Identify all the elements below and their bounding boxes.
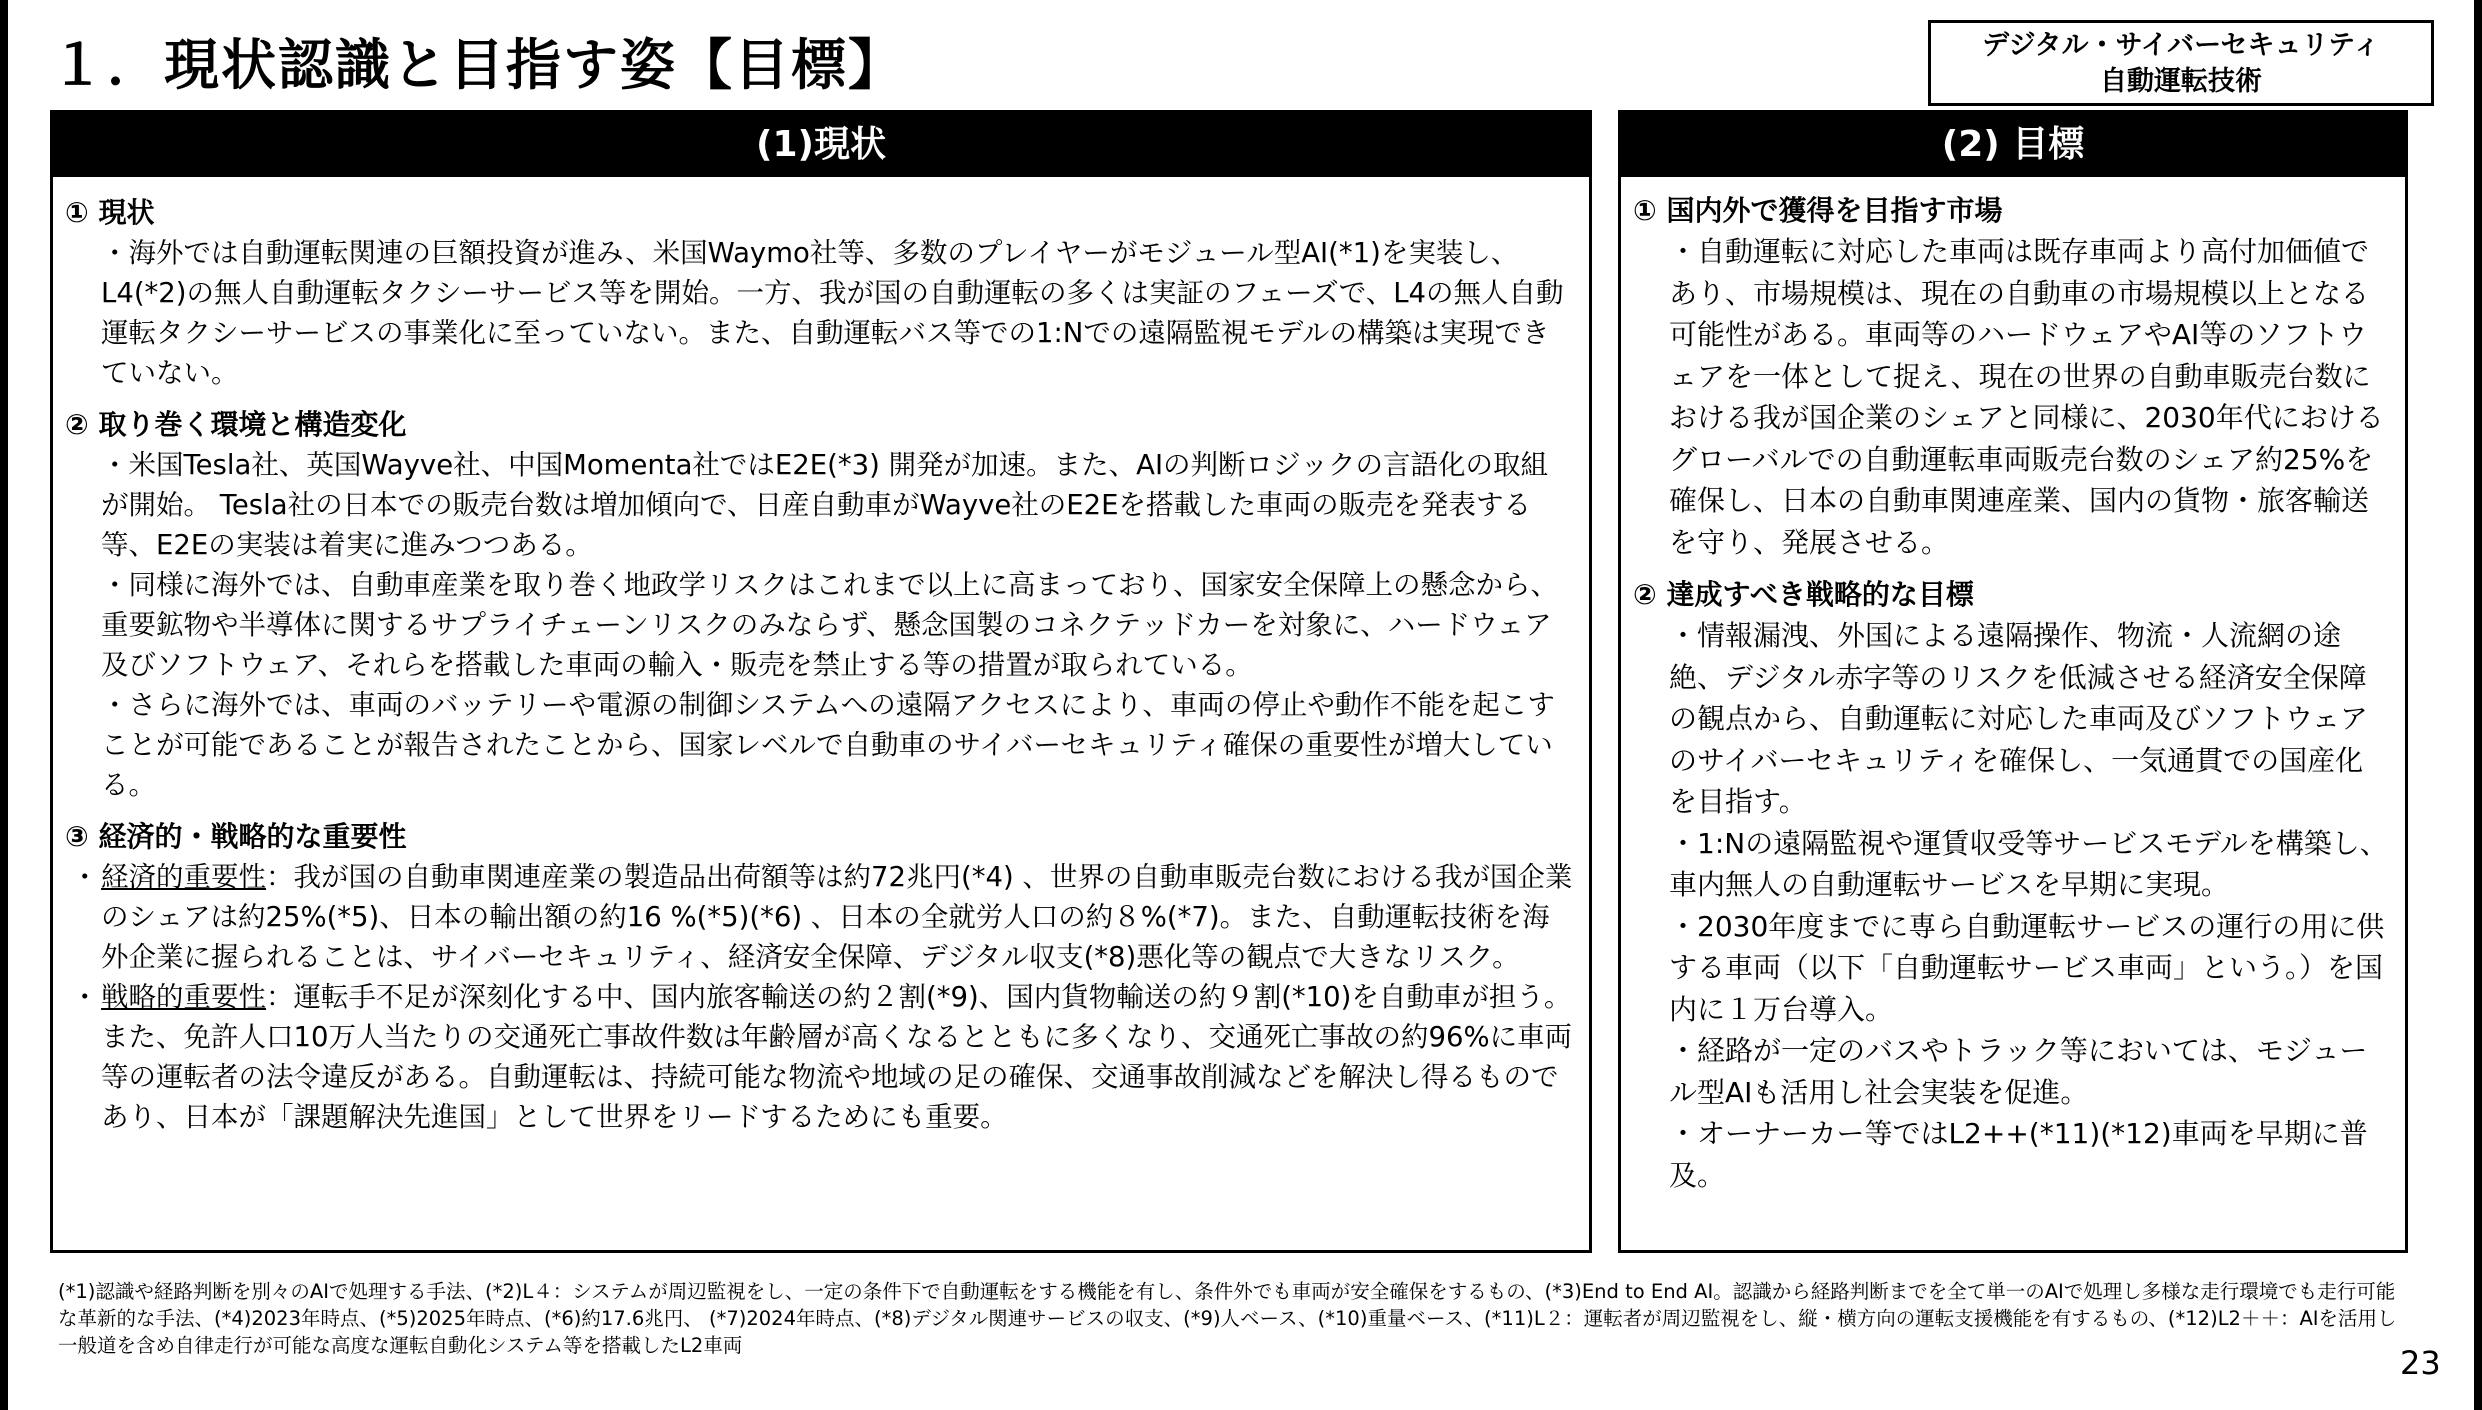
category-label-1: デジタル・サイバーセキュリティ [1982, 30, 2380, 61]
bullet-item: ・海外では自動運転関連の巨額投資が進み、米国Waymo社等、多数のプレイヤーがモジュール型AI(*1)を実装し、L4(*2)の無人自動運転タクシーサービス等を開始。一方、我が国の自動運転の多くは実証のフェーズで、L4の無人自動運転タクシーサービスの事業化に至っていない。また、自動運転バス等での1:Nでの遠隔監視モデルの構築は実現できていない。 [101, 237, 1564, 389]
section-title-target-market: ① 国内外で獲得を目指す市場 [1633, 194, 2003, 227]
section-title-importance: ③ 経済的・戦略的な重要性 [65, 820, 407, 853]
bullet-dot: ・ [71, 981, 99, 1013]
status-bullets [65, 233, 1575, 393]
page-number: 23 [2400, 1344, 2441, 1382]
current-status-panel [50, 110, 1592, 1253]
bullet-item: ・情報漏洩、外国による遠隔操作、物流・人流網の途絶、デジタル赤字等のリスクを低減させる経済安全保障の観点から、自動運転に対応した車両及びソフトウェアのサイバーセキュリティを確保し、一気通貫での国産化を目指す。 [1669, 619, 2368, 818]
bullet-item: ・さらに海外では、車両のバッテリーや電源の制御システムへの遠隔アクセスにより、車両の停止や動作不能を起こすことが可能であることが報告されたことから、国家レベルで自動車のサイバーセキュリティ確保の重要性が増大している。 [101, 689, 1555, 801]
current-status-body [53, 177, 1589, 1137]
bullet-item: ・経路が一定のバスやトラック等においては、モジュール型AIも活用し社会実装を促進。 [1669, 1034, 2368, 1109]
goals-panel [1618, 110, 2408, 1253]
bullet-item: ・オーナーカー等ではL2++(*11)(*12)車両を早期に普及。 [1669, 1117, 2368, 1192]
goals-body [1621, 177, 2405, 1196]
strategic-goals-bullets [1633, 615, 2391, 1196]
goals-header: (2) 目標 [1621, 113, 2405, 177]
bullet-item [65, 977, 1575, 1137]
bullet-item: ・2030年度までに専ら自動運転サービスの運行の用に供する車両（以下「自動運転サービス車両」という。）を国内に１万台導入。 [1669, 909, 2385, 1026]
section-title-environment: ② 取り巻く環境と構造変化 [65, 408, 407, 441]
bullet-item: ・同様に海外では、自動車産業を取り巻く地政学リスクはこれまで以上に高まっており、国家安全保障上の懸念から、重要鉱物や半導体に関するサプライチェーンリスクのみならず、懸念国製のコネクテッドカーを対象に、ハードウェア及びソフトウェア、それらを搭載した車両の輸入・販売を禁止する等の措置が取られている。 [101, 569, 1558, 681]
bullet-item: ・1:Nの遠隔監視や運賃収受等サービスモデルを構築し、車内無人の自動運転サービスを早期に実現。 [1669, 826, 2388, 901]
importance-bullets [65, 857, 1575, 1137]
section-title-status: ① 現状 [65, 196, 155, 229]
category-box [1928, 20, 2434, 106]
bullet-item: ・米国Tesla社、英国Wayve社、中国Momenta社ではE2E(*3) 開発が加速。また、AIの判断ロジックの言語化の取組が開始。 Tesla社の日本での販売台数は増加傾向で、日産自動車がWayve社のE2Eを搭載した車両の販売を発表する等、E2Eの実装は着実に進みつつある。 [101, 449, 1549, 561]
page-title: １．現状認識と目指す姿【目標】 [50, 33, 906, 97]
section-title-strategic-goals: ② 達成すべき戦略的な目標 [1633, 578, 1974, 611]
economic-importance-label: 経済的重要性 [101, 861, 266, 893]
target-market-bullets [1633, 231, 2391, 563]
bullet-dot: ・ [71, 861, 99, 893]
economic-importance-text: ：我が国の自動車関連産業の製造品出荷額等は約72兆円(*4) 、世界の自動車販売台数における我が国企業のシェアは約25%(*5)、日本の輸出額の約16 %(*5)(*6) 、日本の全就労人口の約８%(*7)。また、自動運転技術を海外企業に握られることは、サイバーセキュリティ、経済安全保障、デジタル収支(*8)悪化等の観点で大きなリスク。 [101, 861, 1573, 973]
strategic-importance-label: 戦略的重要性 [101, 981, 266, 1013]
bullet-item [65, 857, 1575, 977]
current-status-header: (1)現状 [53, 113, 1589, 177]
category-label-2: 自動運転技術 [2100, 66, 2262, 97]
environment-bullets [65, 445, 1575, 805]
footnotes: (*1)認識や経路判断を別々のAIで処理する手法、(*2)L４：システムが周辺監視をし、一定の条件下で自動運転をする機能を有し、条件外でも車両が安全確保をするもの、(*3)End to End AI。認識から経路判断までを全て単一のAIで処理し多様な走行環境でも走行可能な革新的な手法、(*4)2023年時点、(*5)2025年時点、(*6)約17.6兆円、 (*7)2024年時点、(*8)デジタル関連サービスの収支、(*9)人ベース、(*10)重量ベース、(*11)L２：運転者が周辺監視をし、縦・横方向の運転支援機能を有するもの、(*12)L2＋＋：AIを活用し一般道を含め自律走行が可能な高度な運転自動化システム等を搭載したL2車両 [58, 1280, 2397, 1357]
strategic-importance-text: ：運転手不足が深刻化する中、国内旅客輸送の約２割(*9)、国内貨物輸送の約９割(*10)を自動車が担う。また、免許人口10万人当たりの交通死亡事故件数は年齢層が高くなるとともに多くなり、交通死亡事故の約96%に車両等の運転者の法令違反がある。自動運転は、持続可能な物流や地域の足の確保、交通事故削減などを解決し得るものであり、日本が「課題解決先進国」として世界をリードするためにも重要。 [101, 981, 1573, 1133]
bullet-item: ・自動運転に対応した車両は既存車両より高付加価値であり、市場規模は、現在の自動車の市場規模以上となる可能性がある。車両等のハードウェアやAI等のソフトウェアを一体として捉え、現在の世界の自動車販売台数における我が国企業のシェアと同様に、2030年代におけるグローバルでの自動運転車両販売台数のシェア約25%を確保し、日本の自動車関連産業、国内の貨物・旅客輸送を守り、発展させる。 [1669, 235, 2384, 559]
